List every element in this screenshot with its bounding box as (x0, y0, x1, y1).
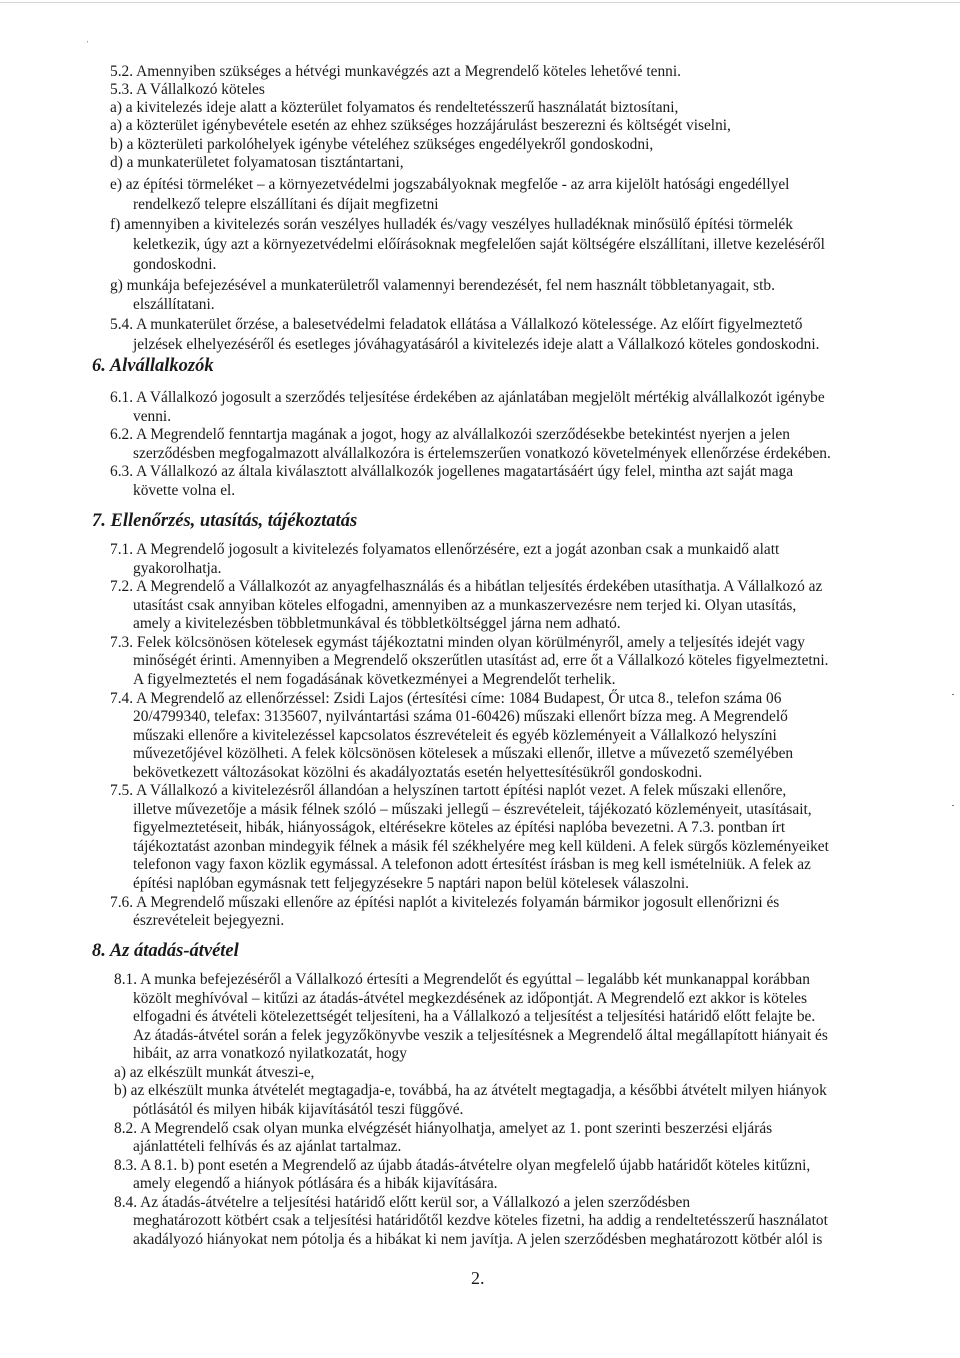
text-line: venni. (133, 408, 172, 425)
section-heading: 7. Ellenőrzés, utasítás, tájékoztatás (92, 511, 358, 531)
text-line: műszaki ellenőre a kivitelezéssel kapcsolatos észrevételeit és egyéb közleményeit a Vállalkozó helyszíni (133, 727, 777, 744)
text-line: 8.1. A munka befejezéséről a Vállalkozó értesíti a Megrendelőt és egyúttal – legalább két munkanappal korábban (114, 971, 810, 988)
text-line: hibáit, az arra vonatkozó nyilatkozatát, hogy (133, 1045, 407, 1062)
text-line: rendelkező telepre elszállítani és díjait megfizetni (133, 196, 439, 213)
text-line: közölt meghívóval – kitűzi az átadás-átvétel megkezdésének az időpontját. A Megrendelő ezt akkor is köteles (133, 990, 807, 1007)
text-line: 6.1. A Vállalkozó jogosult a szerződés teljesítése érdekében az ajánlatában megjelölt mértékig alvállalkozót igénybe (110, 389, 825, 406)
text-line: amely elegendő a hiányok pótlására és a hibák kijavítására. (133, 1175, 498, 1192)
text-line: építési naplóban egymásnak tett feljegyzésekre 5 naptári napon belül kötelesek válaszolni. (133, 875, 690, 892)
text-line: észrevételeit bejegyezni. (133, 912, 285, 929)
margin-mark (952, 694, 954, 695)
text-line: 5.4. A munkaterület őrzése, a balesetvédelmi feladatok ellátása a Vállalkozó kötelessége. Az előírt figyelmeztető (110, 316, 803, 333)
text-line: követte volna el. (133, 482, 236, 499)
stray-mark: ˌ (86, 32, 90, 43)
text-line: szerződésben megfogalmazott alvállalkozóra is értelemszerűen vonatkozó követelmények ellenőrzése érdekében. (133, 445, 831, 462)
page-number: 2. (471, 1268, 485, 1288)
text-line: a) az elkészült munkát átveszi-e, (114, 1064, 315, 1081)
section-heading: 8. Az átadás-átvétel (92, 941, 239, 961)
text-line: pótlásától és milyen hibák kijavításától teszi függővé. (133, 1101, 464, 1118)
text-line: 7.2. A Megrendelő a Vállalkozót az anyagfelhasználás és a hibátlan teljesítés érdekében utasíthatja. A Vállalkozó az (110, 578, 823, 595)
section-heading: 6. Alvállalkozók (92, 356, 214, 376)
text-line: 5.2. Amennyiben szükséges a hétvégi munkavégzés azt a Megrendelő köteles lehetővé tenni. (110, 63, 681, 80)
scan-border (0, 2, 960, 3)
text-line: bekövetkezett változásokat közölni és akadályoztatás esetén helyettesítésükről gondoskodni. (133, 764, 703, 781)
text-line: utasítást csak annyiban köteles elfogadni, amennyiben az a munkaszervezésre nem terjed ki. Olyan utasítás, (133, 597, 797, 614)
text-line: keletkezik, úgy azt a környezetvédelmi előírásoknak megfelelően saját költségére elszállítani, illetve kezeléséről (133, 236, 825, 253)
text-line: 20/4799340, telefax: 3135607, nyilvántartási száma 01-60426) műszaki ellenőrt bízza meg. A Megrendelő (133, 708, 788, 725)
text-line: 7.4. A Megrendelő az ellenőrzéssel: Zsidi Lajos (értesítési címe: 1084 Budapest, Őr utca 8., telefon száma 06 (110, 690, 782, 707)
text-line: művezetőjével közölheti. A felek kölcsönösen kötelesek a műszaki ellenőr, illetve a művezető személyében (133, 745, 794, 762)
text-line: g) munkája befejezésével a munkaterületről valamennyi berendezését, fel nem használt többletanyagait, stb. (110, 277, 775, 294)
text-line: 7.6. A Megrendelő műszaki ellenőre az építési naplót a kivitelezés folyamán bármikor jogosult ellenőrizni és (110, 894, 780, 911)
text-line: a) a kivitelezés ideje alatt a közterület folyamatos és rendeltetésszerű használatát biztosítani, (110, 99, 679, 116)
text-line: A figyelmeztetés el nem fogadásának következményei a Megrendelőt terhelik. (133, 671, 616, 688)
text-line: meghatározott kötbért csak a teljesítési határidőtől kezdve köteles fizetni, ha addig a rendeltetésszerű használatot (133, 1212, 828, 1229)
text-line: ajánlattételi felhívás és az ajánlat tartalmaz. (133, 1138, 402, 1155)
text-line: illetve művezetője a másik félnek szóló – műszaki jellegű – észrevételeit, tájékozató közleményeit, utasításait, (133, 801, 812, 818)
text-line: b) a közterületi parkolóhelyek igénybe vételéhez szükséges engedélyekről gondoskodni, (110, 136, 654, 153)
text-line: minőségét érinti. Amennyiben a Megrendelő okszerűtlen utasítást ad, erre őt a Vállalkozó köteles figyelmeztetni. (133, 652, 829, 669)
text-line: tájékoztatást azonban mindegyik félnek a másik fél székhelyére meg kell küldeni. A felek sürgős közleményeiket (133, 838, 829, 855)
text-line: 5.3. A Vállalkozó köteles (110, 81, 265, 98)
margin-mark (952, 805, 954, 806)
text-line: a) a közterület igénybevétele esetén az ehhez szükséges hozzájárulást beszerezni és költségét viselni, (110, 117, 731, 134)
text-line: 7.5. A Vállalkozó a kivitelezésről állandóan a helyszínen tartott építési naplót vezet. A felek műszaki ellenőre, (110, 782, 787, 799)
text-line: 6.2. A Megrendelő fenntartja magának a jogot, hogy az alvállalkozói szerződésekbe betekintést nyerjen a jelen (110, 426, 790, 443)
text-line: Az átadás-átvétel során a felek jegyzőkönyvbe veszik a teljesítésnek a Megrendelő által megállapított hiányait és (133, 1027, 828, 1044)
text-line: 8.2. A Megrendelő csak olyan munka elvégzését hiányolhatja, amelyet az 1. pont szerinti beszerzési eljárás (114, 1120, 773, 1137)
text-line: 7.3. Felek kölcsönösen kötelesek egymást tájékoztatni minden olyan körülményről, amely a teljesítés idejét vagy (110, 634, 805, 651)
text-line: e) az építési törmeléket – a környezetvédelmi jogszabályoknak megfelőe - az arra kijelölt hatósági engedéllyel (110, 176, 790, 193)
text-line: figyelmeztetéseit, hibák, hiányosságok, eltérésekre köteles az építési naplóba bevezetni. A 7.3. pontban írt (133, 819, 786, 836)
text-line: d) a munkaterületet folyamatosan tisztántartani, (110, 154, 404, 171)
text-line: 6.3. A Vállalkozó az általa kiválasztott alvállalkozók jogellenes magatartásáért úgy felel, mintha azt saját maga (110, 463, 794, 480)
text-line: 8.3. A 8.1. b) pont esetén a Megrendelő az újabb átadás-átvételre olyan megfelelő újabb határidőt köteles kitűzni, (114, 1157, 811, 1174)
text-line: amely a kivitelezésben többletmunkával és többletköltséggel járna nem adható. (133, 615, 621, 632)
text-line: 7.1. A Megrendelő jogosult a kivitelezés folyamatos ellenőrzésére, ezt a jogát azonban csak a munkaidő alatt (110, 541, 780, 558)
text-line: elszállítatani. (133, 296, 215, 313)
text-line: jelzések elhelyezéséről és esetleges jóváhagyatásáról a kivitelezés ideje alatt a Vállalkozó köteles gondoskodni. (133, 336, 820, 353)
text-line: 8.4. Az átadás-átvételre a teljesítési határidő előtt kerül sor, a Vállalkozó a jelen szerződésben (114, 1194, 691, 1211)
text-line: telefonon vagy faxon közlik egymással. A telefonon adott értesítést írásban is meg kell ismételniük. A felek az (133, 856, 811, 873)
text-line: gondoskodni. (133, 256, 217, 273)
text-line: elfogadni és átvételi kötelezettségét teljesíteni, ha a Vállalkozó a teljesítést a teljesítési határidő előtt felajte be. (133, 1008, 816, 1025)
text-line: gyakorolhatja. (133, 560, 222, 577)
text-line: f) amennyiben a kivitelezés során veszélyes hulladék és/vagy veszélyes hulladéknak minősülő építési törmelék (110, 216, 793, 233)
text-line: b) az elkészült munka átvételét megtagadja-e, továbbá, ha az átvételt megtagadja, a későbbi átvételt milyen hiányok (114, 1082, 827, 1099)
text-line: akadályozó hiányokat nem pótolja és a hibákat ki nem javítja. A jelen szerződésben meghatározott kötbér alól is (133, 1231, 823, 1248)
